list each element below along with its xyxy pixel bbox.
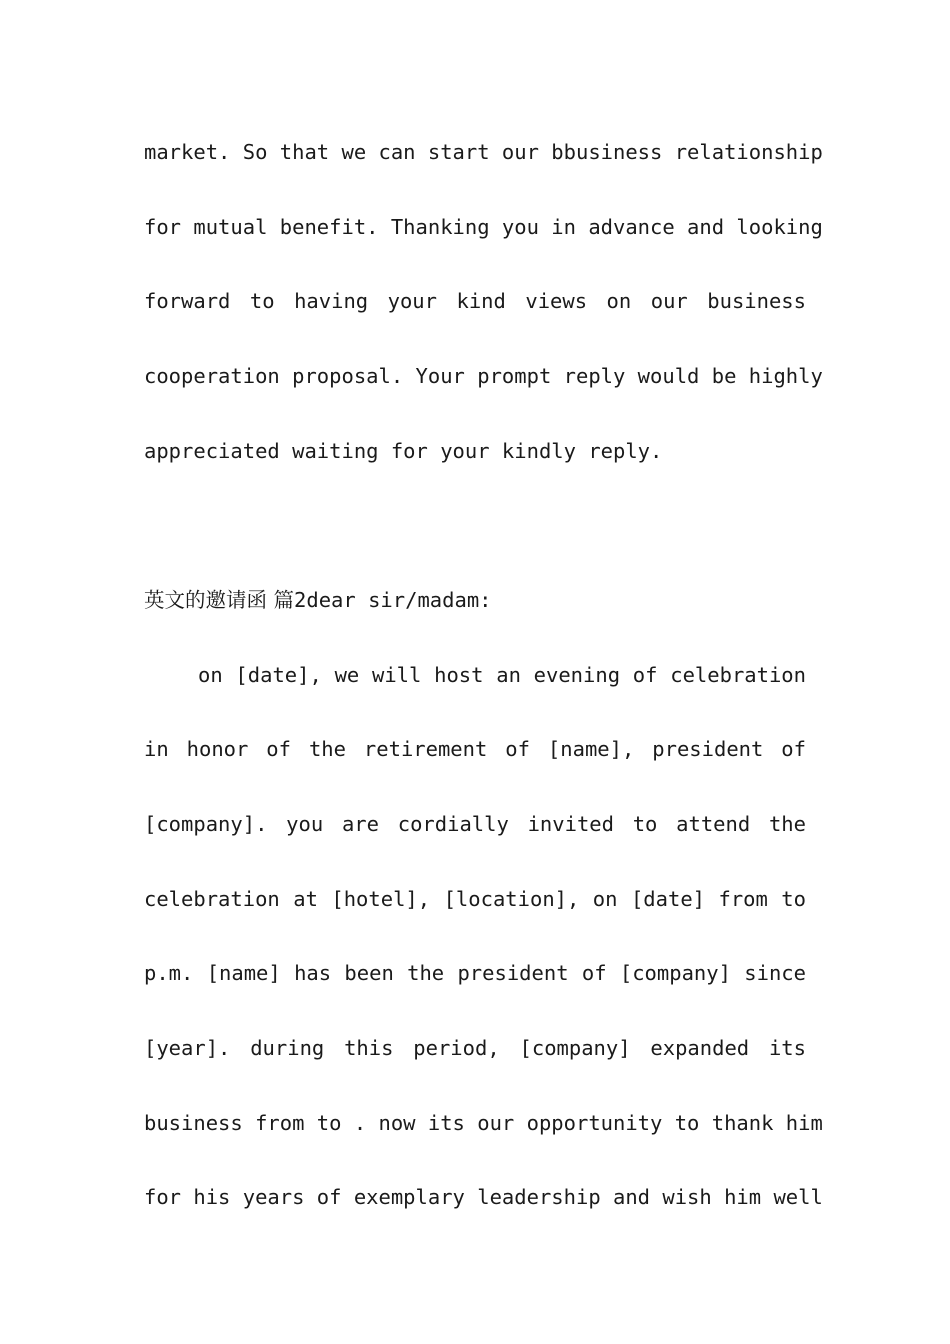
text-line: celebration at [hotel], [location], on [date] from to xyxy=(144,887,806,911)
text-line: for his years of exemplary leadership and wish him well xyxy=(144,1185,823,1209)
text-line: appreciated waiting for your kindly reply. xyxy=(144,439,663,463)
text-line: business from to . now its our opportunity to thank him xyxy=(144,1111,823,1135)
text-line: forward to having your kind views on our business xyxy=(144,289,806,313)
heading-title-cjk: 英文的邀请函 篇 xyxy=(144,588,295,612)
text-line: [company]. you are cordially invited to attend the xyxy=(144,812,806,836)
text-line: for mutual benefit. Thanking you in advance and looking xyxy=(144,215,823,239)
text-line: p.m. [name] has been the president of [company] since xyxy=(144,961,806,985)
section-heading xyxy=(144,585,492,615)
heading-title-rest: 2dear sir/madam: xyxy=(294,588,492,612)
text-line: in honor of the retirement of [name], president of xyxy=(144,737,806,761)
text-line: market. So that we can start our bbusiness relationship xyxy=(144,140,823,164)
text-line: [year]. during this period, [company] expanded its xyxy=(144,1036,806,1060)
text-line: cooperation proposal. Your prompt reply would be highly xyxy=(144,364,823,388)
text-line: on [date], we will host an evening of celebration xyxy=(198,663,806,687)
